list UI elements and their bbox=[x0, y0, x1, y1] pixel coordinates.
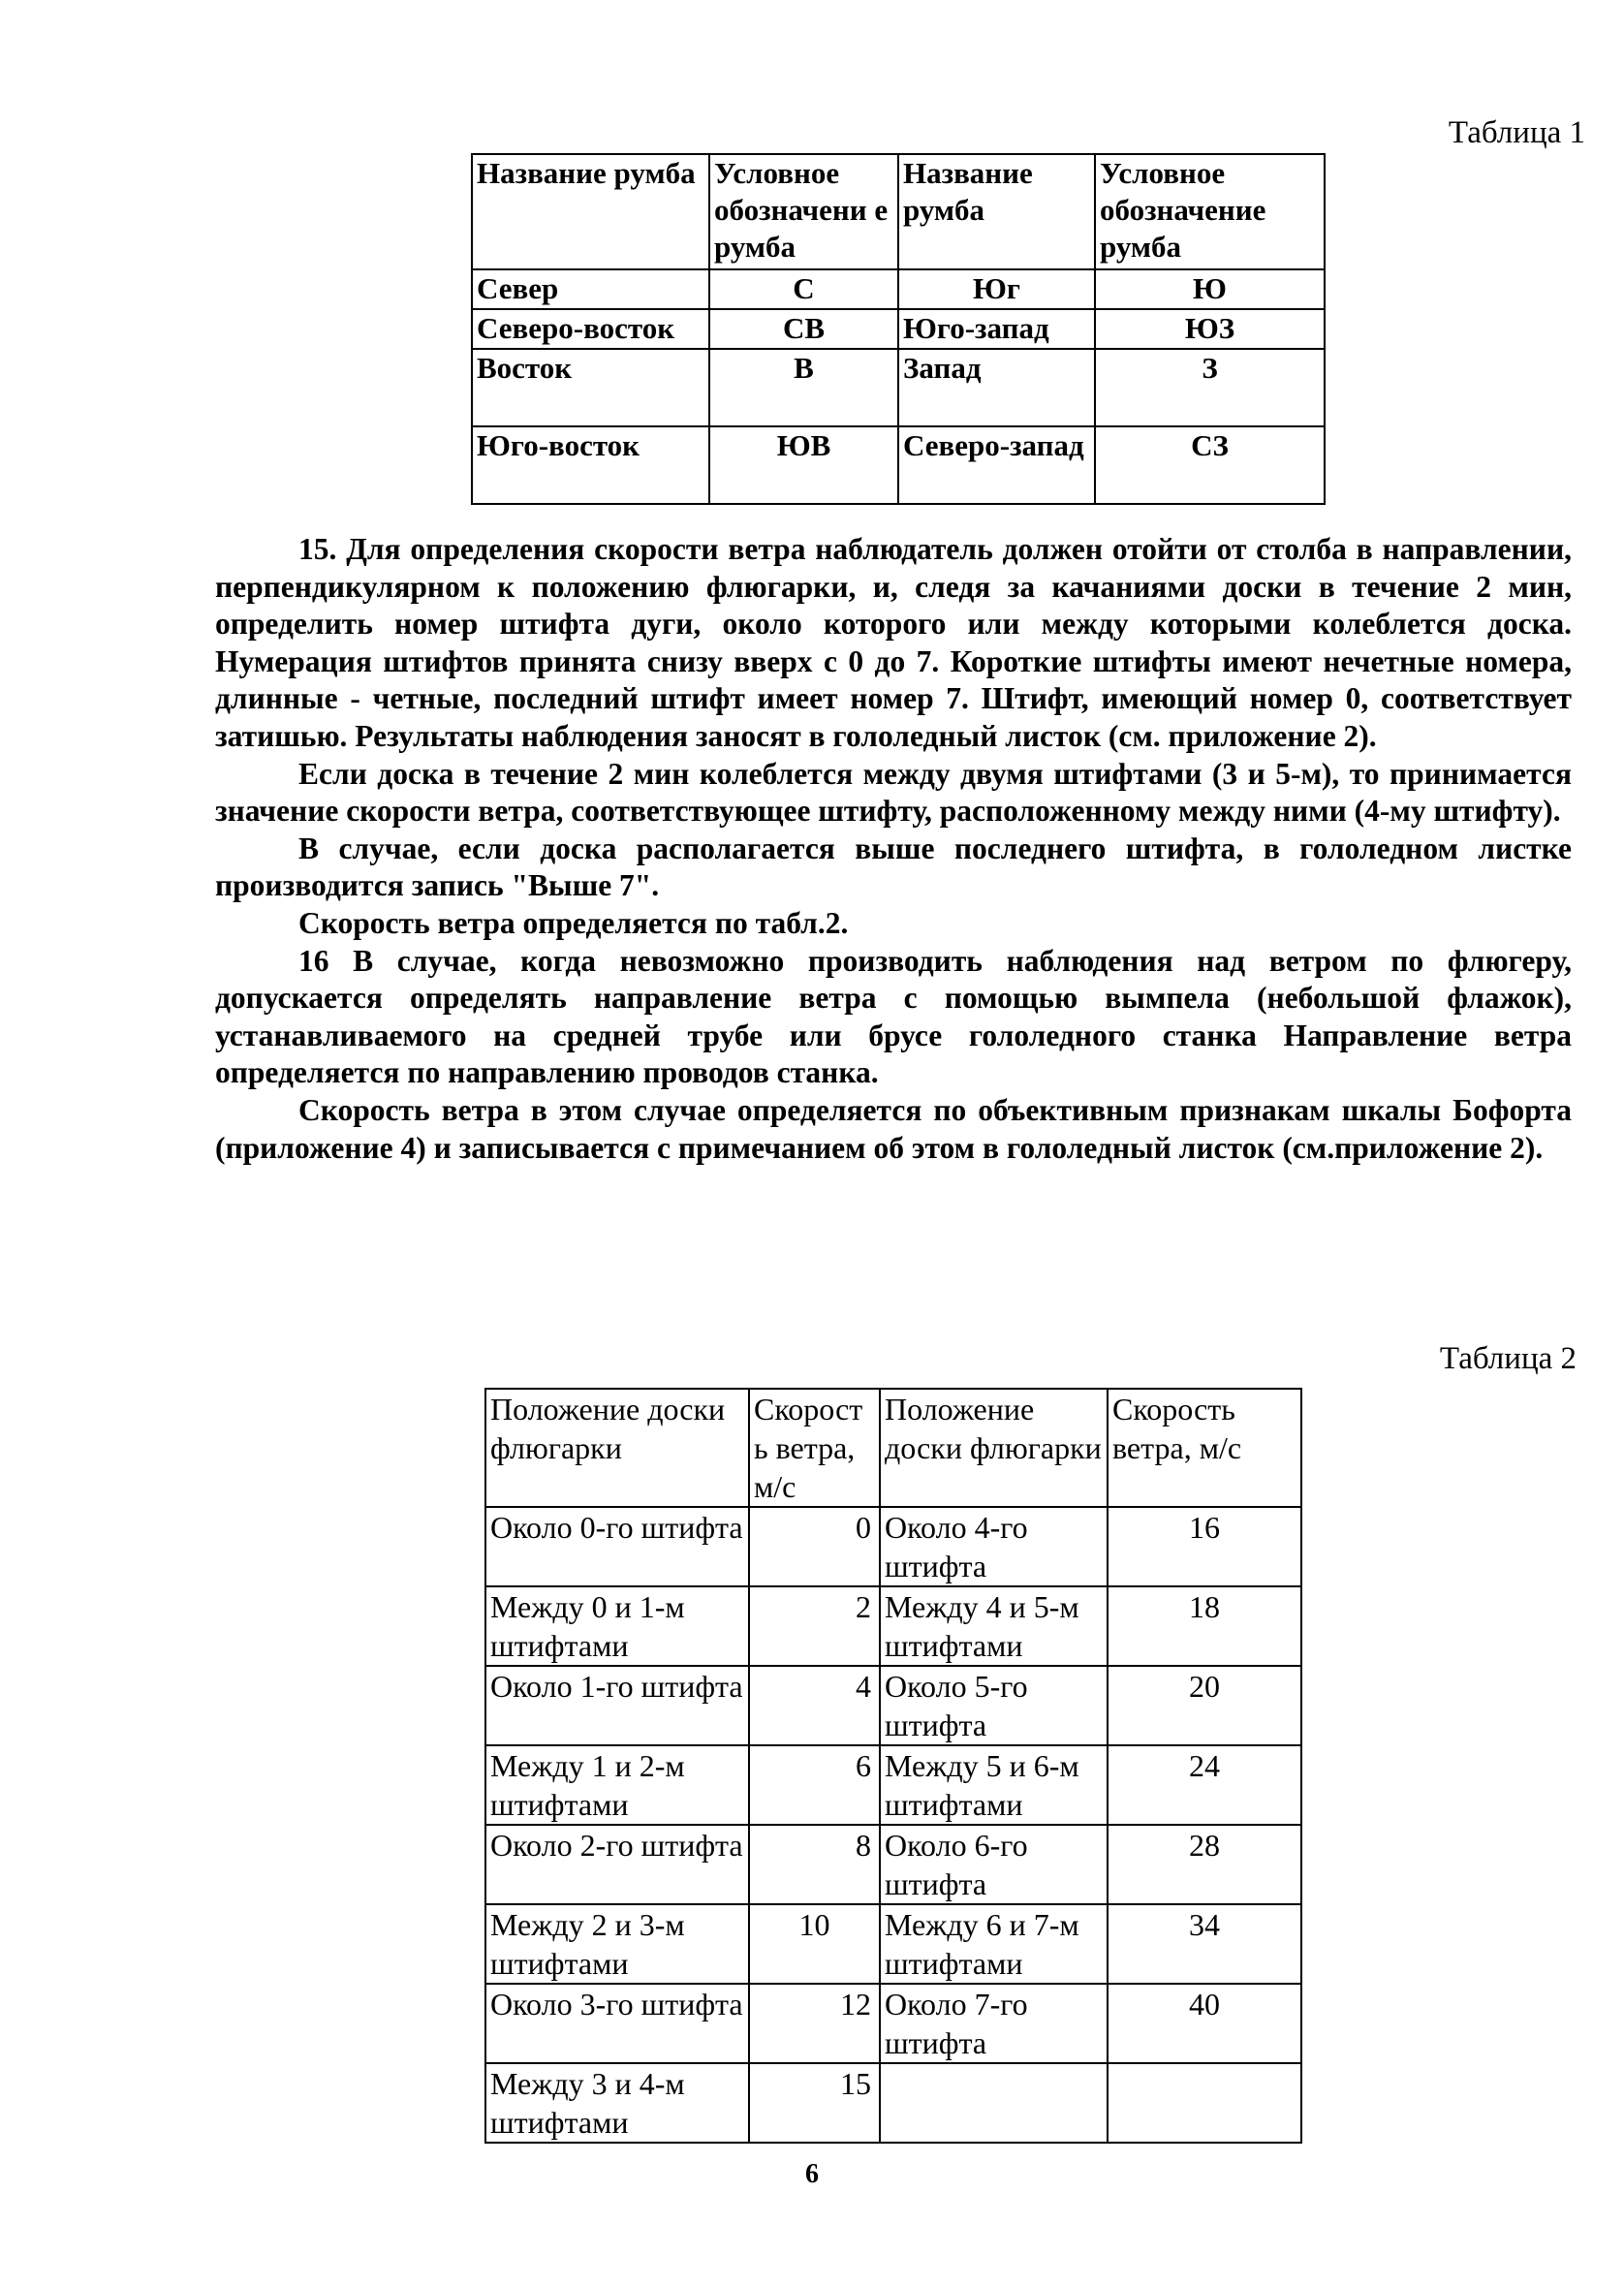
table-cell: Запад bbox=[898, 349, 1095, 426]
table-cell: Около 3-го штифта bbox=[485, 1984, 749, 2063]
paragraph: Скорость ветра определяется по табл.2. bbox=[298, 905, 849, 940]
paragraph: 16 В случае, когда невозможно производить наблюдения над ветром по флюгеру, допускается определять направление ветра с помощью вымпела (небольшой флажок), устанавливаемого на средней трубе или брусе гололедного станка Направление ветра определяется по направлению проводов станка. bbox=[215, 943, 1572, 1090]
table-cell: 6 bbox=[749, 1745, 880, 1825]
page-number: 6 bbox=[805, 2159, 819, 2189]
table-cell: З bbox=[1095, 349, 1325, 426]
table-cell: Около 0-го штифта bbox=[485, 1507, 749, 1586]
header-cell: Название румба bbox=[898, 154, 1095, 269]
table-cell: Около 5-го штифта bbox=[880, 1666, 1108, 1745]
table-cell: Между 5 и 6-м штифтами bbox=[880, 1745, 1108, 1825]
table-cell: 16 bbox=[1108, 1507, 1301, 1586]
paragraph: В случае, если доска располагается выше последнего штифта, в гололедном листке производится запись "Выше 7". bbox=[215, 831, 1572, 903]
paragraph: Скорость ветра в этом случае определяется по объективным признакам шкалы Бофорта (приложение 4) и записывается с примечанием об этом в гололедный листок (см.приложение 2). bbox=[215, 1092, 1572, 1165]
header-cell: Условное обозначение румба bbox=[1095, 154, 1325, 269]
header-cell: Положение доски флюгарки bbox=[880, 1389, 1108, 1507]
table-cell: Юг bbox=[898, 269, 1095, 309]
rhumb-table bbox=[471, 153, 1326, 505]
table-row bbox=[485, 1825, 1301, 1904]
table-cell: Около 4-го штифта bbox=[880, 1507, 1108, 1586]
table-cell: 28 bbox=[1108, 1825, 1301, 1904]
table-cell: Между 3 и 4-м штифтами bbox=[485, 2063, 749, 2143]
table-row bbox=[472, 269, 1325, 309]
table-row bbox=[485, 1666, 1301, 1745]
table-cell: С bbox=[709, 269, 898, 309]
table-cell: Восток bbox=[472, 349, 709, 426]
header-cell: Условное обозначени е румба bbox=[709, 154, 898, 269]
table-cell: Около 7-го штифта bbox=[880, 1984, 1108, 2063]
table-cell: Около 6-го штифта bbox=[880, 1825, 1108, 1904]
table-cell: Юго-восток bbox=[472, 426, 709, 504]
table2-caption: Таблица 2 bbox=[1439, 1341, 1577, 1376]
table-cell: 12 bbox=[749, 1984, 880, 2063]
table-cell: 15 bbox=[749, 2063, 880, 2143]
table-cell: ЮВ bbox=[709, 426, 898, 504]
table-cell: 8 bbox=[749, 1825, 880, 1904]
table-cell: 24 bbox=[1108, 1745, 1301, 1825]
table-cell: Между 2 и 3-м штифтами bbox=[485, 1904, 749, 1984]
table-cell bbox=[1108, 2063, 1301, 2143]
table-cell: 0 bbox=[749, 1507, 880, 1586]
table-cell: Около 2-го штифта bbox=[485, 1825, 749, 1904]
table-row bbox=[485, 1984, 1301, 2063]
header-cell: Скорость ветра, м/с bbox=[1108, 1389, 1301, 1507]
table-row bbox=[485, 1904, 1301, 1984]
table-row bbox=[472, 349, 1325, 426]
table-cell: Северо-запад bbox=[898, 426, 1095, 504]
table-row bbox=[485, 1586, 1301, 1666]
table-cell: Северо-восток bbox=[472, 309, 709, 349]
header-cell: Скорост ь ветра, м/с bbox=[749, 1389, 880, 1507]
table-cell: ЮЗ bbox=[1095, 309, 1325, 349]
header-cell: Название румба bbox=[472, 154, 709, 269]
table-cell: Около 1-го штифта bbox=[485, 1666, 749, 1745]
table-cell: Север bbox=[472, 269, 709, 309]
table-cell: 2 bbox=[749, 1586, 880, 1666]
table-header-row bbox=[485, 1389, 1301, 1507]
table-cell: Между 1 и 2-м штифтами bbox=[485, 1745, 749, 1825]
paragraph: 15. Для определения скорости ветра наблюдатель должен отойти от столба в направлении, перпендикулярном к положению флюгарки, и, следя за качаниями доски в течение 2 мин, определить номер штифта дуги, около которого или между которыми колеблется доска. Нумерация штифтов принята снизу вверх с 0 до 7. Короткие штифты имеют нечетные номера, длинные - четные, последний штифт имеет номер 7. Штифт, имеющий номер 0, соответствует затишью. Результаты наблюдения заносят в гололедный листок (см. приложение 2). bbox=[215, 532, 1572, 753]
header-cell: Положение доски флюгарки bbox=[485, 1389, 749, 1507]
table-cell: 20 bbox=[1108, 1666, 1301, 1745]
table-cell: СВ bbox=[709, 309, 898, 349]
table1-caption: Таблица 1 bbox=[1448, 115, 1585, 150]
table-cell: Между 4 и 5-м штифтами bbox=[880, 1586, 1108, 1666]
table-header-row bbox=[472, 154, 1325, 269]
table-row bbox=[472, 426, 1325, 504]
table-cell: 34 bbox=[1108, 1904, 1301, 1984]
table-cell: Между 6 и 7-м штифтами bbox=[880, 1904, 1108, 1984]
table-cell: В bbox=[709, 349, 898, 426]
table-cell: 40 bbox=[1108, 1984, 1301, 2063]
table-cell bbox=[880, 2063, 1108, 2143]
table-row bbox=[485, 2063, 1301, 2143]
table-cell: 4 bbox=[749, 1666, 880, 1745]
table-cell: 18 bbox=[1108, 1586, 1301, 1666]
table-cell: 10 bbox=[749, 1904, 880, 1984]
table-cell: Юго-запад bbox=[898, 309, 1095, 349]
table-cell: Между 0 и 1-м штифтами bbox=[485, 1586, 749, 1666]
paragraph: Если доска в течение 2 мин колеблется между двумя штифтами (3 и 5-м), то принимается значение скорости ветра, соответствующее штифту, расположенному между ними (4-му штифту). bbox=[215, 756, 1572, 829]
table-row bbox=[485, 1507, 1301, 1586]
body-text bbox=[215, 531, 1572, 1167]
table-row bbox=[472, 309, 1325, 349]
table-cell: СЗ bbox=[1095, 426, 1325, 504]
table-row bbox=[485, 1745, 1301, 1825]
wind-speed-table bbox=[484, 1388, 1302, 2144]
table-cell: Ю bbox=[1095, 269, 1325, 309]
